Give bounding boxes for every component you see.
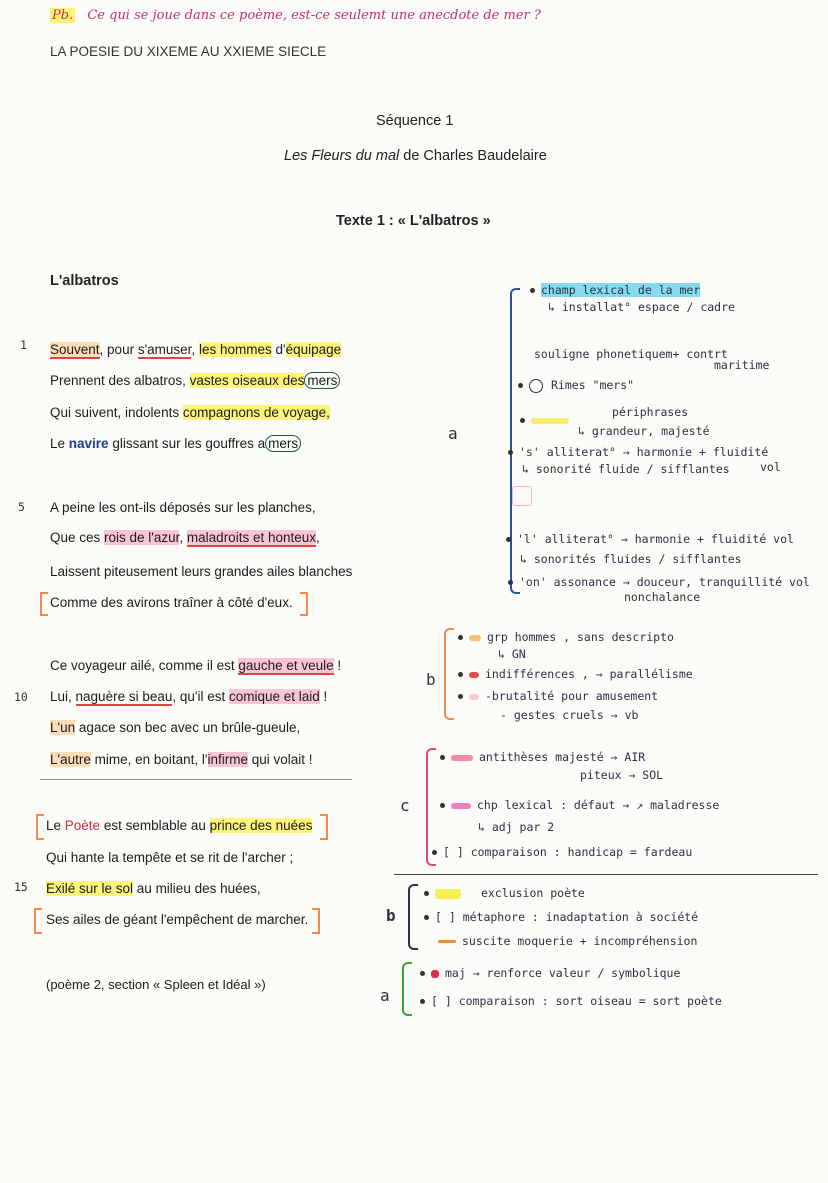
- note-grp-hommes: grp hommes , sans descripto: [458, 630, 674, 644]
- letter-b2: b: [386, 906, 396, 925]
- bracket-close-l8: [300, 592, 308, 616]
- line-number-15: 15: [14, 880, 28, 894]
- notes-bracket-b2: [408, 884, 418, 950]
- poem-line-5: A peine les ont-ils déposés sur les planches,: [50, 500, 316, 515]
- note-maj: maj → renforce valeur / symbolique: [420, 966, 680, 980]
- note-gn: ↳ GN: [498, 647, 526, 661]
- course-title: LA POESIE DU XIXEME AU XXIEME SIECLE: [50, 44, 327, 59]
- pink-box-placeholder: [512, 486, 532, 506]
- poem-line-6: Que ces rois de l'azur, maladroits et honteux,: [50, 530, 320, 545]
- bracket-open-l8: [40, 592, 48, 616]
- note-champ-lexical: champ lexical de la mer: [530, 283, 700, 297]
- note-sonorites: ↳ sonorités fluides / sifflantes: [520, 552, 742, 566]
- pb-label: Pb.: [52, 8, 74, 23]
- sequence-label: Séquence 1: [376, 113, 454, 129]
- poem-line-9: Ce voyageur ailé, comme il est gauche et veule !: [50, 658, 342, 673]
- work-title: Les Fleurs du mal: [284, 148, 400, 164]
- poem-line-7: Laissent piteusement leurs grandes ailes blanches: [50, 564, 353, 579]
- letter-a2: a: [380, 986, 390, 1005]
- bracket-close-l13: [320, 814, 328, 840]
- yellow-swatch-1: [520, 412, 575, 430]
- bracket-close-l16: [312, 908, 320, 934]
- note-suscite: suscite moquerie + incompréhension: [438, 934, 697, 948]
- note-periphrases: périphrases: [612, 405, 689, 419]
- note-adj: ↳ adj par 2: [478, 820, 555, 834]
- line-number-10: 10: [14, 690, 28, 704]
- poem-line-8: Comme des avirons traîner à côté d'eux.: [50, 595, 293, 610]
- poem-line-11: L'un agace son bec avec un brûle-gueule,: [50, 720, 301, 735]
- poem-line-13: Le Poète est semblable au prince des nuées: [46, 818, 313, 833]
- poem-line-15: Exilé sur le sol au milieu des huées,: [46, 881, 261, 896]
- notes-bracket-b: [444, 628, 454, 720]
- line-number-1: 1: [20, 338, 27, 352]
- poem-line-4: Le navire glissant sur les gouffres a mers: [50, 436, 301, 451]
- note-alliteration-l: 'l' alliterat° → harmonie + fluidité vol: [506, 532, 794, 546]
- note-vol: vol: [760, 460, 781, 474]
- text-title: Texte 1 : « L'albatros »: [336, 213, 491, 229]
- note-gestes: - gestes cruels → vb: [500, 708, 639, 722]
- problem-question: Ce qui se joue dans ce poème, est-ce seulemt une anecdote de mer ?: [87, 8, 541, 23]
- letter-a: a: [448, 424, 458, 443]
- note-brutalite: -brutalité pour amusement: [458, 689, 658, 703]
- poem-line-10: Lui, naguère si beau, qu'il est comique et laid !: [50, 689, 328, 704]
- poem-line-16: Ses ailes de géant l'empêchent de marcher.: [46, 912, 309, 927]
- note-indifference: indifférences , → parallélisme: [458, 667, 693, 681]
- note-installation: ↳ installat° espace / cadre: [548, 300, 735, 314]
- stanza-divider: [40, 779, 352, 780]
- problem-statement: [50, 8, 541, 23]
- work-heading: [284, 148, 547, 164]
- note-sonorite: ↳ sonorité fluide / sifflantes: [522, 462, 730, 476]
- note-piteux: piteux → SOL: [580, 768, 664, 782]
- note-champ-defaut: chp lexical : défaut → ↗ maladresse: [440, 798, 719, 812]
- note-rimes: Rimes "mers": [518, 378, 634, 393]
- line-number-5: 5: [18, 500, 25, 514]
- poem-source: (poème 2, section « Spleen et Idéal »): [46, 977, 266, 992]
- note-exclusion: exclusion poète: [424, 886, 585, 900]
- note-souligne: souligne phonetiquem+ contrt: [534, 347, 728, 361]
- work-author: de Charles Baudelaire: [399, 148, 547, 164]
- note-antitheses: antithèses majesté → AIR: [440, 750, 645, 764]
- note-comparaison-a2: [ ] comparaison : sort oiseau = sort poète: [420, 994, 722, 1008]
- bracket-open-l13: [36, 814, 44, 840]
- letter-b: b: [426, 670, 436, 689]
- note-nonchalance: nonchalance: [624, 590, 701, 604]
- notes-bracket-a2: [402, 962, 412, 1016]
- note-comparaison-c: [ ] comparaison : handicap = fardeau: [432, 845, 692, 859]
- poem-line-3: Qui suivent, indolents compagnons de voyage,: [50, 405, 330, 420]
- poem-title: L'albatros: [50, 273, 119, 289]
- poem-line-2: Prennent des albatros, vastes oiseaux des mers: [50, 373, 340, 388]
- poem-line-1: Souvent, pour s'amuser, les hommes d'équipage: [50, 342, 342, 357]
- bracket-open-l16: [34, 908, 42, 934]
- note-metaphore: [ ] métaphore : inadaptation à société: [424, 910, 698, 924]
- poem-line-12: L'autre mime, en boitant, l'infirme qui volait !: [50, 752, 313, 767]
- note-grandeur: ↳ grandeur, majesté: [578, 424, 710, 438]
- note-maritime: maritime: [714, 358, 770, 372]
- notes-divider: [394, 874, 818, 875]
- note-assonance: 'on' assonance → douceur, tranquillité vol: [508, 575, 810, 589]
- letter-c: c: [400, 796, 410, 815]
- poem-line-14: Qui hante la tempête et se rit de l'archer ;: [46, 850, 294, 865]
- notes-bracket-a: [510, 288, 520, 594]
- note-alliteration-s: 's' alliterat° → harmonie + fluidité: [508, 445, 768, 459]
